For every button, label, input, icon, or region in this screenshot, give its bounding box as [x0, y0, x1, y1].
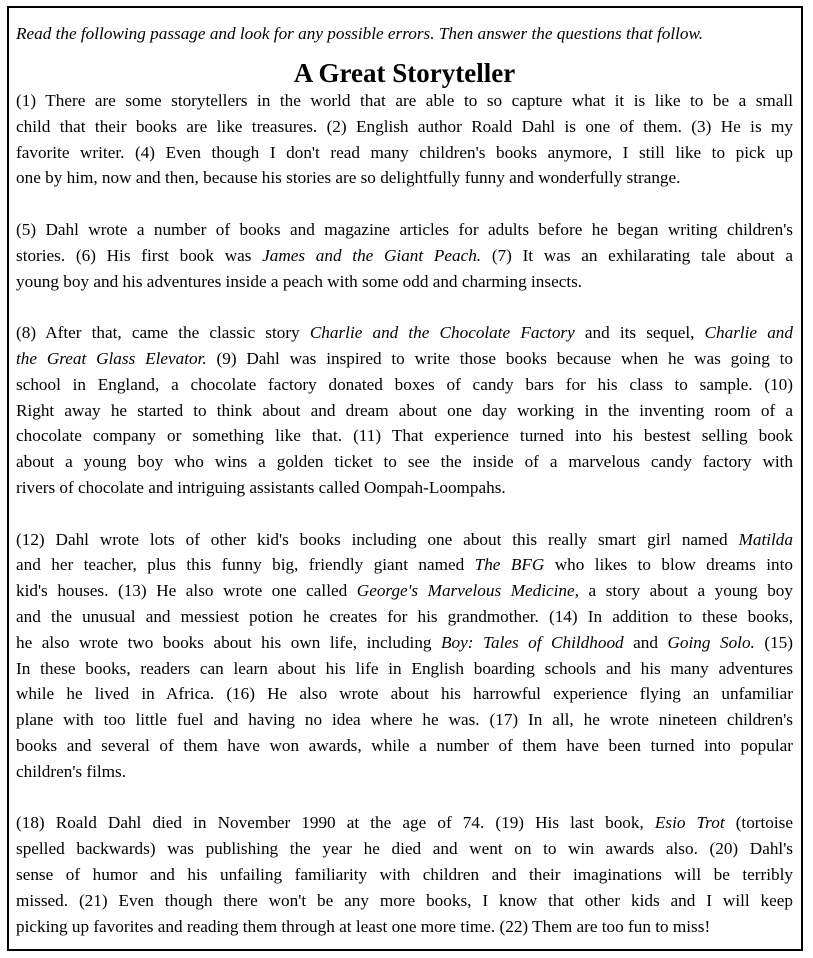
- passage-text: young boy and his adventures inside a peach with some odd and charming insects.: [16, 271, 583, 291]
- paragraph: [16, 217, 793, 294]
- passage-line: [16, 372, 793, 398]
- passage-text: (18) Roald Dahl died in November 1990 at the age of 74. (19) His last book,: [16, 813, 655, 833]
- paragraph: [16, 88, 793, 191]
- passage-text: who likes to blow dreams into: [544, 555, 793, 575]
- passage-text: picking up favorites and reading them through at least one more time. (22) Them are too fun to miss!: [16, 916, 711, 936]
- passage-line: [16, 862, 793, 888]
- passage-line: [16, 423, 793, 449]
- book-title-text: Charlie and: [704, 323, 793, 343]
- passage-text: a story about a young boy: [578, 581, 793, 601]
- passage-text: In these books, readers can learn about his life in English boarding schools and his many adventures: [16, 658, 793, 678]
- passage-text: (9) Dahl was inspired to write those books because when he was going to: [206, 348, 793, 368]
- passage-line: [16, 707, 793, 733]
- passage-line: [16, 759, 793, 785]
- passage-text: he also wrote two books about his own life, including: [16, 632, 442, 652]
- passage-line: [16, 88, 793, 114]
- passage-text: one by him, now and then, because his stories are so delightfully funny and wonderfully strange.: [16, 168, 681, 188]
- passage-line: [16, 552, 793, 578]
- book-title-text: James and the Giant Peach.: [262, 245, 482, 265]
- passage-text: child that their books are like treasures. (2) English author Roald Dahl is one of them. (3) He is my: [16, 116, 793, 136]
- passage-text: and her teacher, plus this funny big, friendly giant named: [16, 555, 475, 575]
- passage-line: [16, 320, 793, 346]
- book-title-text: Boy: Tales of Childhood: [441, 632, 624, 652]
- passage-text: (15): [754, 632, 793, 652]
- passage-line: [16, 914, 793, 940]
- passage-text: Right away he started to think about and dream about one day working in the inventing room of a: [16, 400, 793, 420]
- passage-line: [16, 217, 793, 243]
- passage-line: [16, 810, 793, 836]
- passage-line: [16, 449, 793, 475]
- passage-text: rivers of chocolate and intriguing assistants called Oompah-Loompahs.: [16, 477, 506, 497]
- passage-line: [16, 140, 793, 166]
- passage-line: [16, 888, 793, 914]
- passage-line: [16, 527, 793, 553]
- paragraph: [16, 810, 793, 939]
- book-title-text: George's Marvelous Medicine,: [356, 581, 579, 601]
- passage-line: [16, 114, 793, 140]
- passage-line: [16, 733, 793, 759]
- passage-text: (5) Dahl wrote a number of books and magazine articles for adults before he began writing children's: [16, 219, 793, 239]
- book-title-text: Matilda: [738, 529, 793, 549]
- passage-text: (1) There are some storytellers in the world that are able to so capture what it is like to be a small: [16, 91, 793, 110]
- passage-text: (8) After that, came the classic story: [16, 323, 310, 343]
- passage-line: [16, 604, 793, 630]
- book-title-text: Esio Trot: [654, 813, 725, 833]
- passage-text: (12) Dahl wrote lots of other kid's books including one about this really smart girl named: [16, 529, 739, 549]
- book-title-text: The BFG: [474, 555, 545, 575]
- book-title-text: Charlie and the Chocolate Factory: [309, 323, 575, 343]
- passage-line: [16, 475, 793, 501]
- passage-text: sense of humor and his unfailing familiarity with children and their imaginations will be terribly: [16, 864, 793, 884]
- passage-text: (tortoise: [724, 813, 793, 833]
- passage-line: [16, 346, 793, 372]
- paragraph: [16, 320, 793, 501]
- passage-text: about a young boy who wins a golden ticket to see the inside of a marvelous candy factory with: [16, 452, 793, 472]
- passage-line: [16, 243, 793, 269]
- passage-line: [16, 165, 793, 191]
- passage-text: children's films.: [16, 761, 127, 781]
- passage-line: [16, 836, 793, 862]
- passage-line: [16, 656, 793, 682]
- book-title-text: the Great Glass Elevator.: [16, 348, 207, 368]
- passage-text: plane with too little fuel and having no idea where he was. (17) In all, he wrote nineteen children's: [16, 710, 793, 730]
- passage-text: stories. (6) His first book was: [16, 245, 263, 265]
- passage-line: [16, 398, 793, 424]
- passage-text: (7) It was an exhilarating tale about a: [481, 245, 793, 265]
- instructions-text: Read the following passage and look for any possible errors. Then answer the questions that follow.: [16, 24, 704, 43]
- passage-text: school in England, a chocolate factory donated boxes of candy bars for his class to sample. (10): [16, 374, 793, 394]
- passage-text: and its sequel,: [574, 323, 705, 343]
- passage-text: favorite writer. (4) Even though I don't read many children's books anymore, I still like to pick up: [16, 142, 793, 162]
- passage-text: books and several of them have won awards, while a number of them have been turned into popular: [16, 735, 793, 755]
- book-title-text: Going Solo.: [667, 632, 755, 652]
- passage-title: A Great Storyteller: [293, 58, 516, 88]
- passage-body: [16, 88, 793, 939]
- passage-line: [16, 681, 793, 707]
- passage-text: and: [623, 632, 668, 652]
- passage-frame: [7, 6, 803, 951]
- passage-line: [16, 269, 793, 295]
- passage-text: chocolate company or something like that. (11) That experience turned into his bestest selling book: [16, 426, 793, 446]
- passage-text: missed. (21) Even though there won't be any more books, I know that other kids and I will keep: [16, 890, 793, 910]
- passage-line: [16, 578, 793, 604]
- passage-text: and the unusual and messiest potion he creates for his grandmother. (14) In addition to these books,: [16, 606, 793, 626]
- paragraph: [16, 527, 793, 785]
- passage-line: [16, 630, 793, 656]
- passage-text: spelled backwards) was publishing the year he died and went on to win awards also. (20) Dahl's: [16, 839, 793, 859]
- passage-text: kid's houses. (13) He also wrote one called: [16, 581, 357, 601]
- passage-text: while he lived in Africa. (16) He also wrote about his harrowful experience flying an unfamiliar: [16, 684, 793, 704]
